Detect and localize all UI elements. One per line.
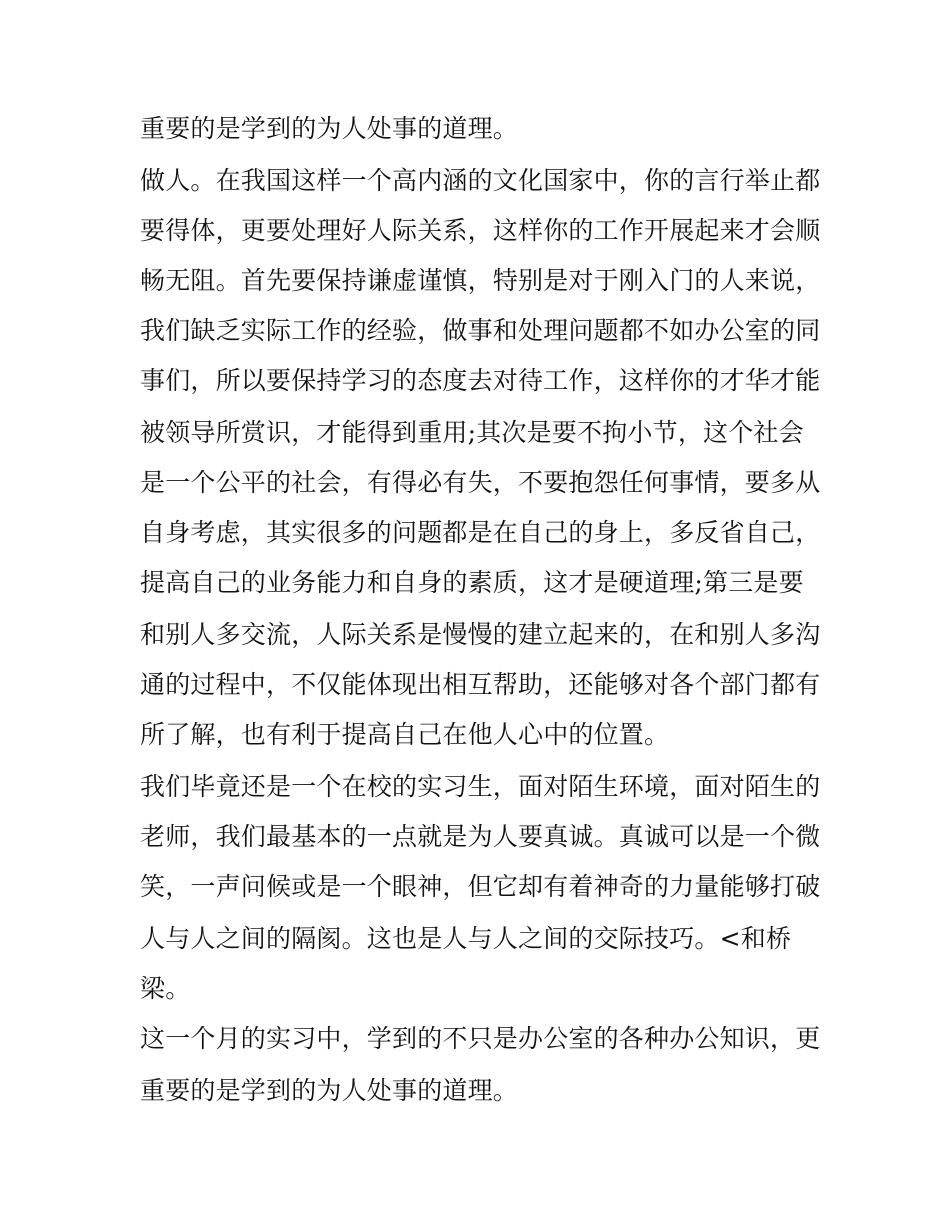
text-line: 梁。 xyxy=(140,974,191,1003)
text-line: 这一个月的实习中，学到的不只是办公室的各种办公知识，更 xyxy=(140,1024,821,1053)
text-line: 笑，一声问候或是一个眼神，但它却有着神奇的力量能够打破 xyxy=(140,872,821,901)
text-line: 做人。在我国这样一个高内涵的文化国家中，你的言行举止都 xyxy=(140,166,821,195)
text-line: 重要的是学到的为人处事的道理。 xyxy=(140,114,519,143)
text-line: 我们缺乏实际工作的经验，做事和处理问题都不如办公室的同 xyxy=(140,316,821,345)
text-line: 畅无阻。首先要保持谦虚谨慎，特别是对于刚入门的人来说， xyxy=(140,266,821,295)
text-line: 通的过程中，不仅能体现出相互帮助，还能够对各个部门都有 xyxy=(140,670,821,699)
text-line: 是一个公平的社会，有得必有失，不要抱怨任何事情，要多从 xyxy=(140,468,821,497)
text-line: 我们毕竟还是一个在校的实习生，面对陌生环境，面对陌生的 xyxy=(140,772,821,801)
text-line: 自身考虑，其实很多的问题都是在自己的身上，多反省自己， xyxy=(140,518,821,547)
text-line: 事们，所以要保持学习的态度去对待工作，这样你的才华才能 xyxy=(140,366,821,395)
text-line: 人与人之间的隔阂。这也是人与人之间的交际技巧。<和桥 xyxy=(140,924,792,953)
text-line: 要得体，更要处理好人际关系，这样你的工作开展起来才会顺 xyxy=(140,216,821,245)
text-line: 老师，我们最基本的一点就是为人要真诚。真诚可以是一个微 xyxy=(140,822,821,851)
text-line: 所了解，也有利于提高自己在他人心中的位置。 xyxy=(140,720,670,749)
text-line: 被领导所赏识，才能得到重用;其次是要不拘小节，这个社会 xyxy=(140,418,804,447)
text-line: 和别人多交流，人际关系是慢慢的建立起来的，在和别人多沟 xyxy=(140,620,821,649)
text-line: 提高自己的业务能力和自身的素质，这才是硬道理;第三是要 xyxy=(140,568,804,597)
text-line: 重要的是学到的为人处事的道理。 xyxy=(140,1076,519,1105)
